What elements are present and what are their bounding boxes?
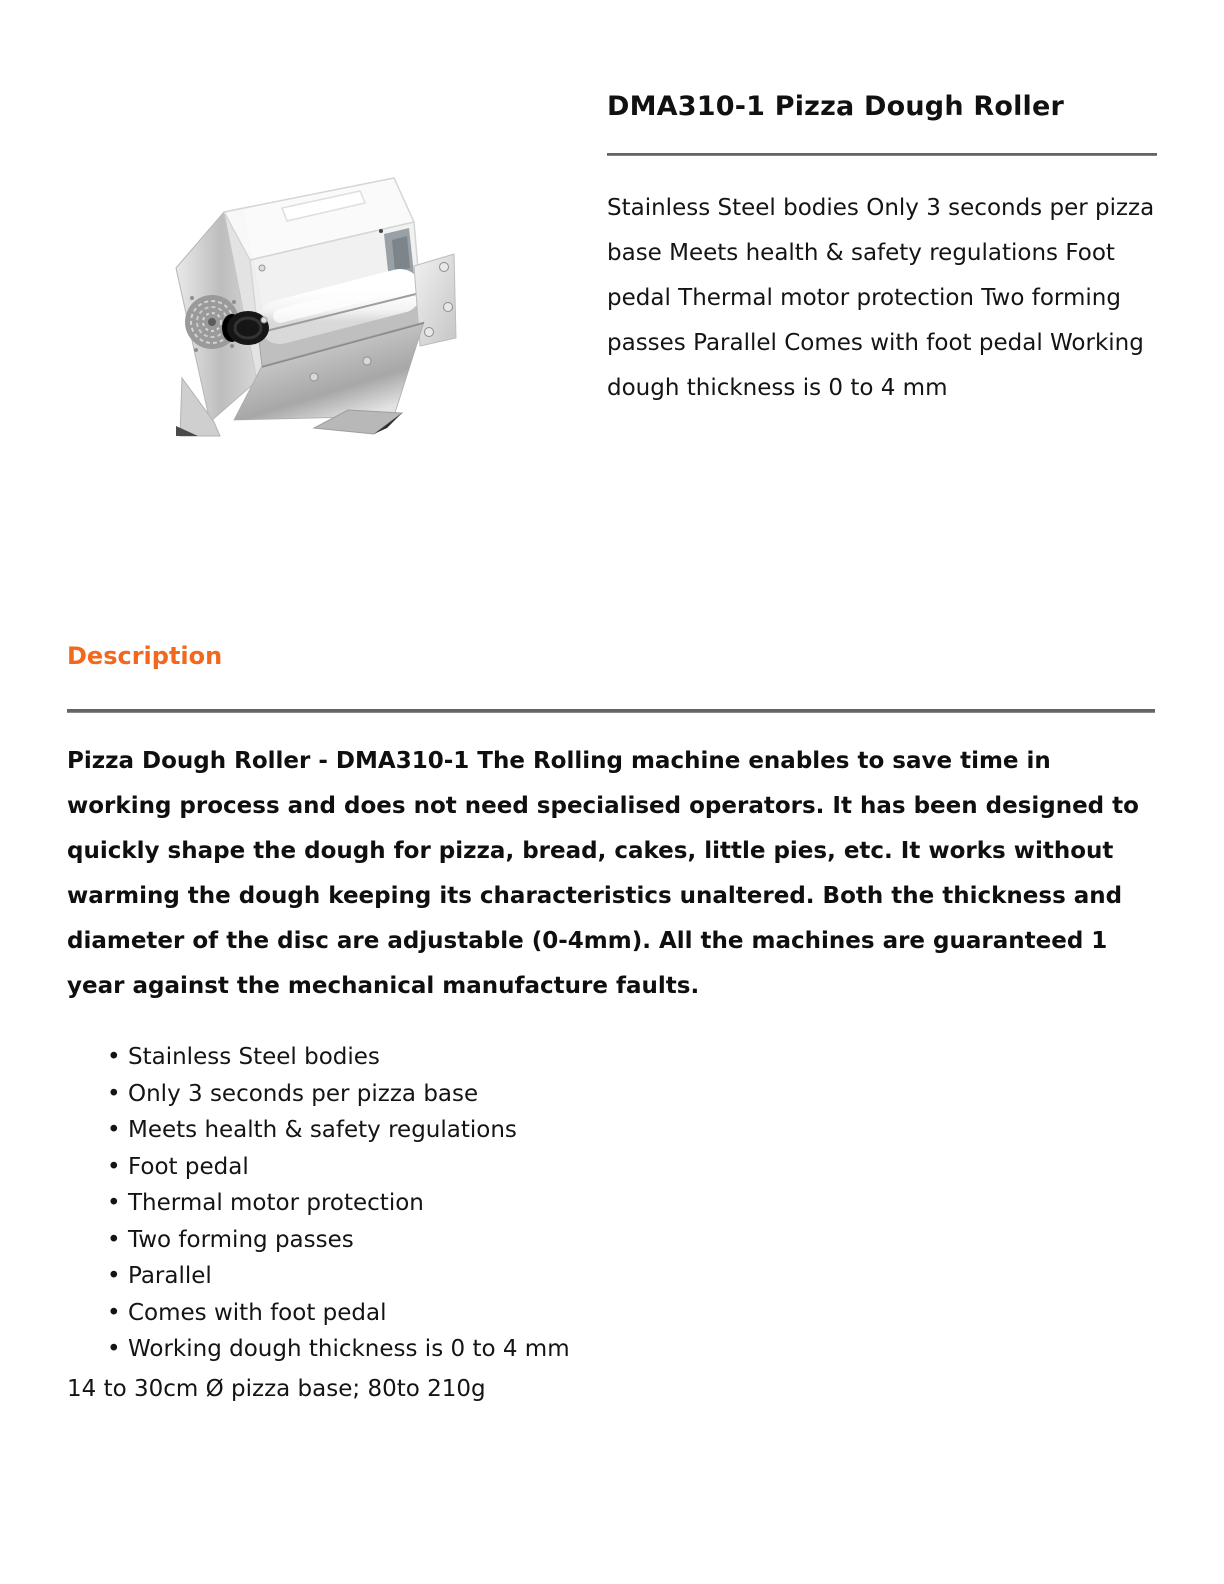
description-paragraph: Pizza Dough Roller - DMA310-1 The Rolling machine enables to save time in working process and does not need specialised operators. It has been designed to quickly shape the dough for pizza, bread, cakes, little pies, etc. It works without warming the dough keeping its characteristics unaltered. Both the thickness and diameter of the disc are adjustable (0-4mm). All the machines are guaranteed 1 year against the mechanical manufacture faults. xyxy=(67,748,1139,999)
feature-item: • Comes with foot pedal xyxy=(128,1295,1155,1332)
feature-item: • Thermal motor protection xyxy=(128,1185,1155,1222)
product-summary xyxy=(607,90,1157,411)
feature-item: • Two forming passes xyxy=(128,1222,1155,1259)
dough-roller-machine-illustration xyxy=(162,170,457,442)
feature-item: • Only 3 seconds per pizza base xyxy=(128,1076,1155,1113)
description-heading: Description xyxy=(67,642,223,670)
product-title: DMA310-1 Pizza Dough Roller xyxy=(607,91,1065,122)
description-section xyxy=(67,641,1155,1407)
adjustment-knob xyxy=(222,311,269,345)
product-photo xyxy=(162,170,457,442)
title-divider xyxy=(607,153,1157,156)
feature-list xyxy=(67,1039,1155,1368)
feature-item: • Parallel xyxy=(128,1258,1155,1295)
spec-line: 14 to 30cm Ø pizza base; 80to 210g xyxy=(67,1375,486,1402)
feature-item: • Foot pedal xyxy=(128,1149,1155,1186)
product-short-description: Stainless Steel bodies Only 3 seconds per pizza base Meets health & safety regulations Foot pedal Thermal motor protection Two forming passes Parallel Comes with foot pedal Working dough thickness is 0 to 4 mm xyxy=(607,195,1155,401)
section-divider xyxy=(67,709,1155,713)
feature-item: • Stainless Steel bodies xyxy=(128,1039,1155,1076)
feature-item: • Meets health & safety regulations xyxy=(128,1112,1155,1149)
feature-item: • Working dough thickness is 0 to 4 mm xyxy=(128,1331,1155,1368)
